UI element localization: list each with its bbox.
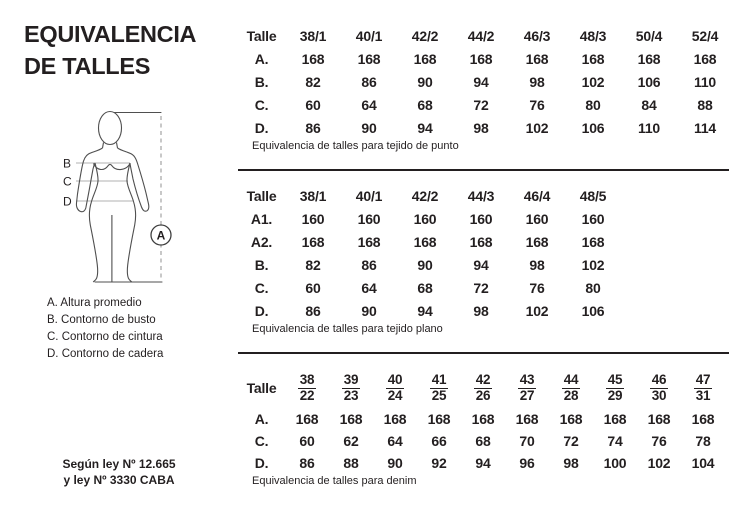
head-outline [99,112,122,145]
size-value-cell: 168 [693,50,717,67]
size-value-cell: 168 [357,50,381,67]
size-value-cell: 90 [417,73,433,90]
size-value-cell: 72 [563,433,579,449]
size-value-cell: 84 [641,96,657,113]
size-value-cell: 98 [529,73,545,90]
legal-note-line1: Según ley Nº 12.665 [62,457,176,471]
measure-row-label: D. [254,302,269,319]
size-value-cell: 160 [357,210,381,227]
size-value-cell: 94 [473,256,489,273]
size-value-cell: 168 [301,233,325,250]
size-value-cell: 160 [301,210,325,227]
size-value-cell: 80 [585,96,601,113]
size-value-cell: 90 [417,256,433,273]
size-column-header: 38/1 [299,27,327,44]
size-value-cell: 60 [305,279,321,296]
size-value-cell: 102 [525,302,549,319]
figure-label-d: D [63,194,72,209]
table-divider [238,169,729,171]
body-measurement-figure [40,100,175,290]
size-value-cell: 106 [581,302,605,319]
figure-label-c: C [63,174,72,189]
size-value-cell: 94 [475,455,491,471]
size-column-header [373,368,417,408]
size-fraction: $\frac{38}{22}$ [299,372,315,403]
denim-size-table [238,368,725,487]
size-value-cell: 168 [691,411,715,427]
size-value-cell: 102 [525,119,549,136]
size-value-cell: 90 [387,455,403,471]
table-caption: Equivalencia de talles para denim [252,475,417,487]
legal-note-line2: y ley Nº 3330 CABA [63,472,175,487]
size-fraction: $\frac{41}{25}$ [431,372,447,403]
size-value-cell: 168 [469,50,493,67]
measure-row-label: D. [254,455,269,471]
size-value-cell: 60 [299,433,315,449]
size-column-header: 42/2 [411,187,439,204]
size-value-cell: 160 [525,210,549,227]
size-value-cell: 72 [473,279,489,296]
size-value-cell: 68 [475,433,491,449]
size-value-cell: 82 [305,256,321,273]
size-value-cell: 168 [525,233,549,250]
figure-label-b: B [63,156,72,171]
size-value-cell: 168 [647,411,671,427]
size-value-cell: 76 [529,279,545,296]
size-value-cell: 64 [387,433,403,449]
size-value-cell: 68 [417,96,433,113]
size-fraction: $\frac{43}{27}$ [519,372,535,403]
size-fraction: $\frac{40}{24}$ [387,372,403,403]
size-value-cell: 168 [413,233,437,250]
size-column-header [505,368,549,408]
woven-size-grid [238,184,621,322]
size-column-header: 52/4 [691,27,719,44]
size-value-cell: 96 [519,455,535,471]
size-value-cell: 88 [343,455,359,471]
size-fraction: $\frac{39}{23}$ [343,372,359,403]
size-value-cell: 90 [361,119,377,136]
size-column-header [285,368,329,408]
size-column-header: 46/4 [523,187,551,204]
table-caption: Equivalencia de talles para tejido plano [252,323,443,335]
size-value-cell: 90 [361,302,377,319]
size-value-cell: 168 [559,411,583,427]
size-column-header [329,368,373,408]
size-value-cell: 110 [638,119,660,136]
size-value-cell: 64 [361,96,377,113]
size-value-cell: 98 [473,302,489,319]
measure-row-label: B. [254,256,269,273]
measure-row-label: C. [254,433,269,449]
size-column-header: 48/3 [579,27,607,44]
knit-size-table [238,24,733,152]
measurement-legend [47,295,163,363]
size-column-header [549,368,593,408]
size-value-cell: 168 [581,50,605,67]
size-value-cell: 80 [585,279,601,296]
size-value-cell: 168 [301,50,325,67]
size-value-cell: 114 [694,119,716,136]
measure-row-label: A. [254,411,269,427]
knit-size-grid [238,24,733,139]
size-value-cell: 94 [417,119,433,136]
size-value-cell: 168 [383,411,407,427]
denim-size-grid [238,368,725,474]
size-value-cell: 68 [417,279,433,296]
size-value-cell: 168 [581,233,605,250]
size-value-cell: 104 [691,455,715,471]
size-column-header: 50/4 [635,27,663,44]
size-value-cell: 98 [563,455,579,471]
size-value-cell: 102 [581,73,605,90]
page-title-line1: EQUIVALENCIA [24,21,197,47]
size-value-cell: 70 [519,433,535,449]
size-value-cell: 168 [427,411,451,427]
size-value-cell: 100 [603,455,627,471]
size-value-cell: 106 [637,73,661,90]
figure-label-a: A [156,228,166,243]
page-title-line2: DE TALLES [24,52,151,79]
measure-row-label: C. [254,96,269,113]
size-value-cell: 86 [305,119,321,136]
body-outline [76,112,148,283]
size-value-cell: 86 [361,256,377,273]
size-column-header [417,368,461,408]
legend-item-altura: A. Altura promedio [47,297,142,309]
size-fraction: $\frac{45}{29}$ [607,372,623,403]
size-fraction: $\frac{42}{26}$ [475,372,491,403]
size-value-cell: 94 [417,302,433,319]
size-row-header-label: Talle [246,27,277,44]
size-column-header: 40/1 [355,27,383,44]
size-value-cell: 92 [431,455,447,471]
size-value-cell: 64 [361,279,377,296]
size-column-header [681,368,725,408]
legend-item-cintura: C. Contorno de cintura [47,331,163,343]
size-value-cell: 98 [529,256,545,273]
size-row-header-label: Talle [246,187,277,204]
size-value-cell: 94 [473,73,489,90]
size-fraction: $\frac{44}{28}$ [563,372,579,403]
size-value-cell: 78 [695,433,711,449]
size-value-cell: 168 [339,411,363,427]
size-value-cell: 98 [473,119,489,136]
measure-row-label: A. [254,50,269,67]
size-value-cell: 82 [305,73,321,90]
size-value-cell: 62 [343,433,359,449]
page-title [24,19,196,82]
size-column-header: 40/1 [355,187,383,204]
size-value-cell: 102 [581,256,605,273]
measure-row-label: D. [254,119,269,136]
size-value-cell: 168 [357,233,381,250]
size-value-cell: 60 [305,96,321,113]
size-value-cell: 106 [581,119,605,136]
size-column-header: 44/3 [467,187,495,204]
measure-row-label: A2. [250,233,273,250]
measure-row-label: C. [254,279,269,296]
size-value-cell: 110 [694,73,716,90]
size-value-cell: 102 [647,455,671,471]
size-value-cell: 168 [471,411,495,427]
size-value-cell: 160 [413,210,437,227]
size-column-header: 42/2 [411,27,439,44]
size-value-cell: 168 [525,50,549,67]
legend-item-cadera: D. Contorno de cadera [47,348,164,360]
size-column-header: 44/2 [467,27,495,44]
size-column-header: 48/5 [579,187,607,204]
size-column-header: 38/1 [299,187,327,204]
size-value-cell: 76 [651,433,667,449]
size-value-cell: 168 [603,411,627,427]
legend-item-busto: B. Contorno de busto [47,314,156,326]
size-value-cell: 168 [413,50,437,67]
size-column-header [637,368,681,408]
measure-row-label: B. [254,73,269,90]
bust-curve [94,164,131,170]
size-value-cell: 160 [581,210,605,227]
table-divider [238,352,729,354]
size-column-header: 46/3 [523,27,551,44]
size-value-cell: 168 [637,50,661,67]
size-column-header [593,368,637,408]
size-value-cell: 168 [469,233,493,250]
size-value-cell: 74 [607,433,623,449]
size-value-cell: 168 [515,411,539,427]
measure-row-label: A1. [250,210,273,227]
woven-size-table [238,184,621,335]
size-value-cell: 168 [295,411,319,427]
size-fraction: $\frac{47}{31}$ [695,372,711,403]
size-value-cell: 86 [299,455,315,471]
size-column-header [461,368,505,408]
size-value-cell: 86 [305,302,321,319]
size-value-cell: 160 [469,210,493,227]
legal-note [40,457,198,488]
table-caption: Equivalencia de talles para tejido de punto [252,140,459,152]
size-value-cell: 88 [697,96,713,113]
size-fraction: $\frac{46}{30}$ [651,372,667,403]
size-row-header-label: Talle [246,380,277,396]
size-value-cell: 66 [431,433,447,449]
size-value-cell: 72 [473,96,489,113]
size-value-cell: 76 [529,96,545,113]
size-value-cell: 86 [361,73,377,90]
